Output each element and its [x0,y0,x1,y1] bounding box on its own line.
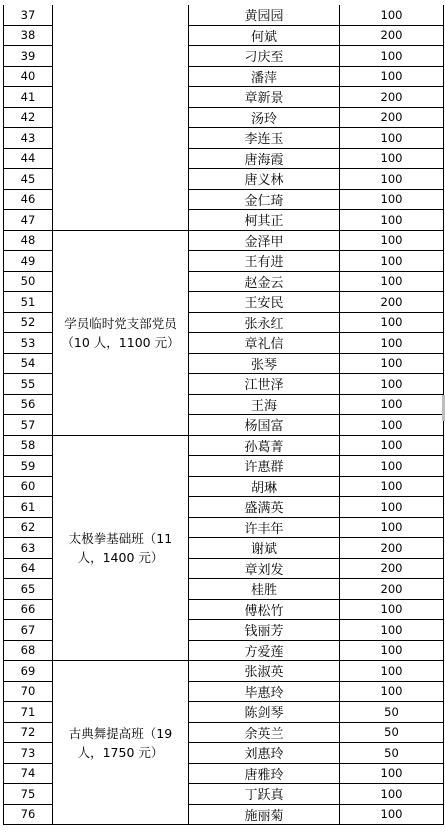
amount-cell: 200 [340,25,444,46]
amount-cell: 100 [340,517,444,538]
row-number-cell: 43 [4,128,53,149]
amount-cell: 50 [340,743,444,764]
member-name-cell: 唐海霞 [189,148,340,169]
member-name-cell: 许惠群 [189,456,340,477]
member-name-cell: 章新景 [189,87,340,108]
member-name-cell: 胡琳 [189,476,340,497]
group-label-cell: 学员临时党支部党员（10 人，1100 元） [53,230,189,435]
amount-cell: 50 [340,702,444,723]
row-number-cell: 48 [4,230,53,251]
row-number-cell: 69 [4,661,53,682]
row-number-cell: 44 [4,148,53,169]
row-number-cell: 68 [4,640,53,661]
row-number-cell: 45 [4,169,53,190]
row-number-cell: 67 [4,620,53,641]
row-number-cell: 52 [4,312,53,333]
member-name-cell: 柯其正 [189,210,340,231]
row-number-cell: 51 [4,292,53,313]
row-number-cell: 74 [4,763,53,784]
donation-table-body [4,5,444,825]
row-number-cell: 70 [4,681,53,702]
amount-cell: 50 [340,722,444,743]
amount-cell: 200 [340,579,444,600]
member-name-cell: 潘萍 [189,66,340,87]
row-number-cell: 55 [4,374,53,395]
amount-cell: 100 [340,456,444,477]
row-number-cell: 49 [4,251,53,272]
member-name-cell: 王有进 [189,251,340,272]
amount-cell: 100 [340,497,444,518]
member-name-cell: 李连玉 [189,128,340,149]
row-number-cell: 62 [4,517,53,538]
amount-cell: 100 [340,640,444,661]
member-name-cell: 丁跃真 [189,784,340,805]
member-name-cell: 余英兰 [189,722,340,743]
amount-cell: 100 [340,333,444,354]
amount-cell: 100 [340,148,444,169]
member-name-cell: 傅松竹 [189,599,340,620]
row-number-cell: 64 [4,558,53,579]
member-name-cell: 赵金云 [189,271,340,292]
member-name-cell: 唐雅玲 [189,763,340,784]
amount-cell: 100 [340,620,444,641]
member-name-cell: 金泽甲 [189,230,340,251]
group-label-cell: 古典舞提高班（19 人，1750 元） [53,661,189,825]
amount-cell: 100 [340,476,444,497]
member-name-cell: 张琴 [189,353,340,374]
row-number-cell: 75 [4,784,53,805]
member-name-cell: 汤玲 [189,107,340,128]
amount-cell: 100 [340,46,444,67]
table-row [4,661,444,682]
amount-cell: 100 [340,66,444,87]
member-name-cell: 杨国富 [189,415,340,436]
amount-cell: 200 [340,538,444,559]
amount-cell: 100 [340,784,444,805]
row-number-cell: 60 [4,476,53,497]
member-name-cell: 章刘发 [189,558,340,579]
row-number-cell: 40 [4,66,53,87]
row-number-cell: 71 [4,702,53,723]
member-name-cell: 何斌 [189,25,340,46]
row-number-cell: 50 [4,271,53,292]
row-number-cell: 39 [4,46,53,67]
member-name-cell: 施丽菊 [189,804,340,825]
amount-cell: 100 [340,599,444,620]
row-number-cell: 59 [4,456,53,477]
amount-cell: 100 [340,435,444,456]
amount-cell: 100 [340,312,444,333]
member-name-cell: 王安民 [189,292,340,313]
row-number-cell: 61 [4,497,53,518]
row-number-cell: 72 [4,722,53,743]
member-name-cell: 盛满英 [189,497,340,518]
member-name-cell: 许丰年 [189,517,340,538]
member-name-cell: 孙葛菁 [189,435,340,456]
row-number-cell: 57 [4,415,53,436]
amount-cell: 100 [340,763,444,784]
amount-cell: 200 [340,292,444,313]
member-name-cell: 方爱莲 [189,640,340,661]
row-number-cell: 63 [4,538,53,559]
amount-cell: 200 [340,107,444,128]
table-row [4,5,444,25]
member-name-cell: 张淑英 [189,661,340,682]
member-name-cell: 唐义林 [189,169,340,190]
row-number-cell: 54 [4,353,53,374]
amount-cell: 100 [340,681,444,702]
member-name-cell: 黄园园 [189,5,340,25]
member-name-cell: 金仁琦 [189,189,340,210]
amount-cell: 100 [340,804,444,825]
row-number-cell: 53 [4,333,53,354]
amount-cell: 100 [340,5,444,25]
table-row [4,435,444,456]
amount-cell: 100 [340,353,444,374]
row-number-cell: 37 [4,5,53,25]
row-number-cell: 66 [4,599,53,620]
row-number-cell: 47 [4,210,53,231]
table-row [4,230,444,251]
row-number-cell: 56 [4,394,53,415]
amount-cell: 100 [340,394,444,415]
row-number-cell: 38 [4,25,53,46]
row-number-cell: 58 [4,435,53,456]
amount-cell: 100 [340,251,444,272]
group-label-cell: 太极拳基础班（11 人，1400 元） [53,435,189,661]
member-name-cell: 刁庆至 [189,46,340,67]
amount-cell: 100 [340,415,444,436]
row-number-cell: 65 [4,579,53,600]
member-name-cell: 钱丽芳 [189,620,340,641]
donation-table [3,5,444,825]
group-label-cell [53,5,189,230]
row-number-cell: 41 [4,87,53,108]
member-name-cell: 陈剑琴 [189,702,340,723]
row-number-cell: 76 [4,804,53,825]
member-name-cell: 张永红 [189,312,340,333]
row-number-cell: 73 [4,743,53,764]
amount-cell: 100 [340,189,444,210]
amount-cell: 100 [340,271,444,292]
amount-cell: 100 [340,128,444,149]
amount-cell: 100 [340,661,444,682]
member-name-cell: 刘惠玲 [189,743,340,764]
member-name-cell: 章礼信 [189,333,340,354]
member-name-cell: 谢斌 [189,538,340,559]
member-name-cell: 江世泽 [189,374,340,395]
member-name-cell: 毕惠玲 [189,681,340,702]
amount-cell: 200 [340,558,444,579]
row-number-cell: 46 [4,189,53,210]
row-number-cell: 42 [4,107,53,128]
member-name-cell: 桂胜 [189,579,340,600]
amount-cell: 100 [340,210,444,231]
amount-cell: 100 [340,374,444,395]
amount-cell: 100 [340,230,444,251]
member-name-cell: 王海 [189,394,340,415]
amount-cell: 100 [340,169,444,190]
amount-cell: 200 [340,87,444,108]
